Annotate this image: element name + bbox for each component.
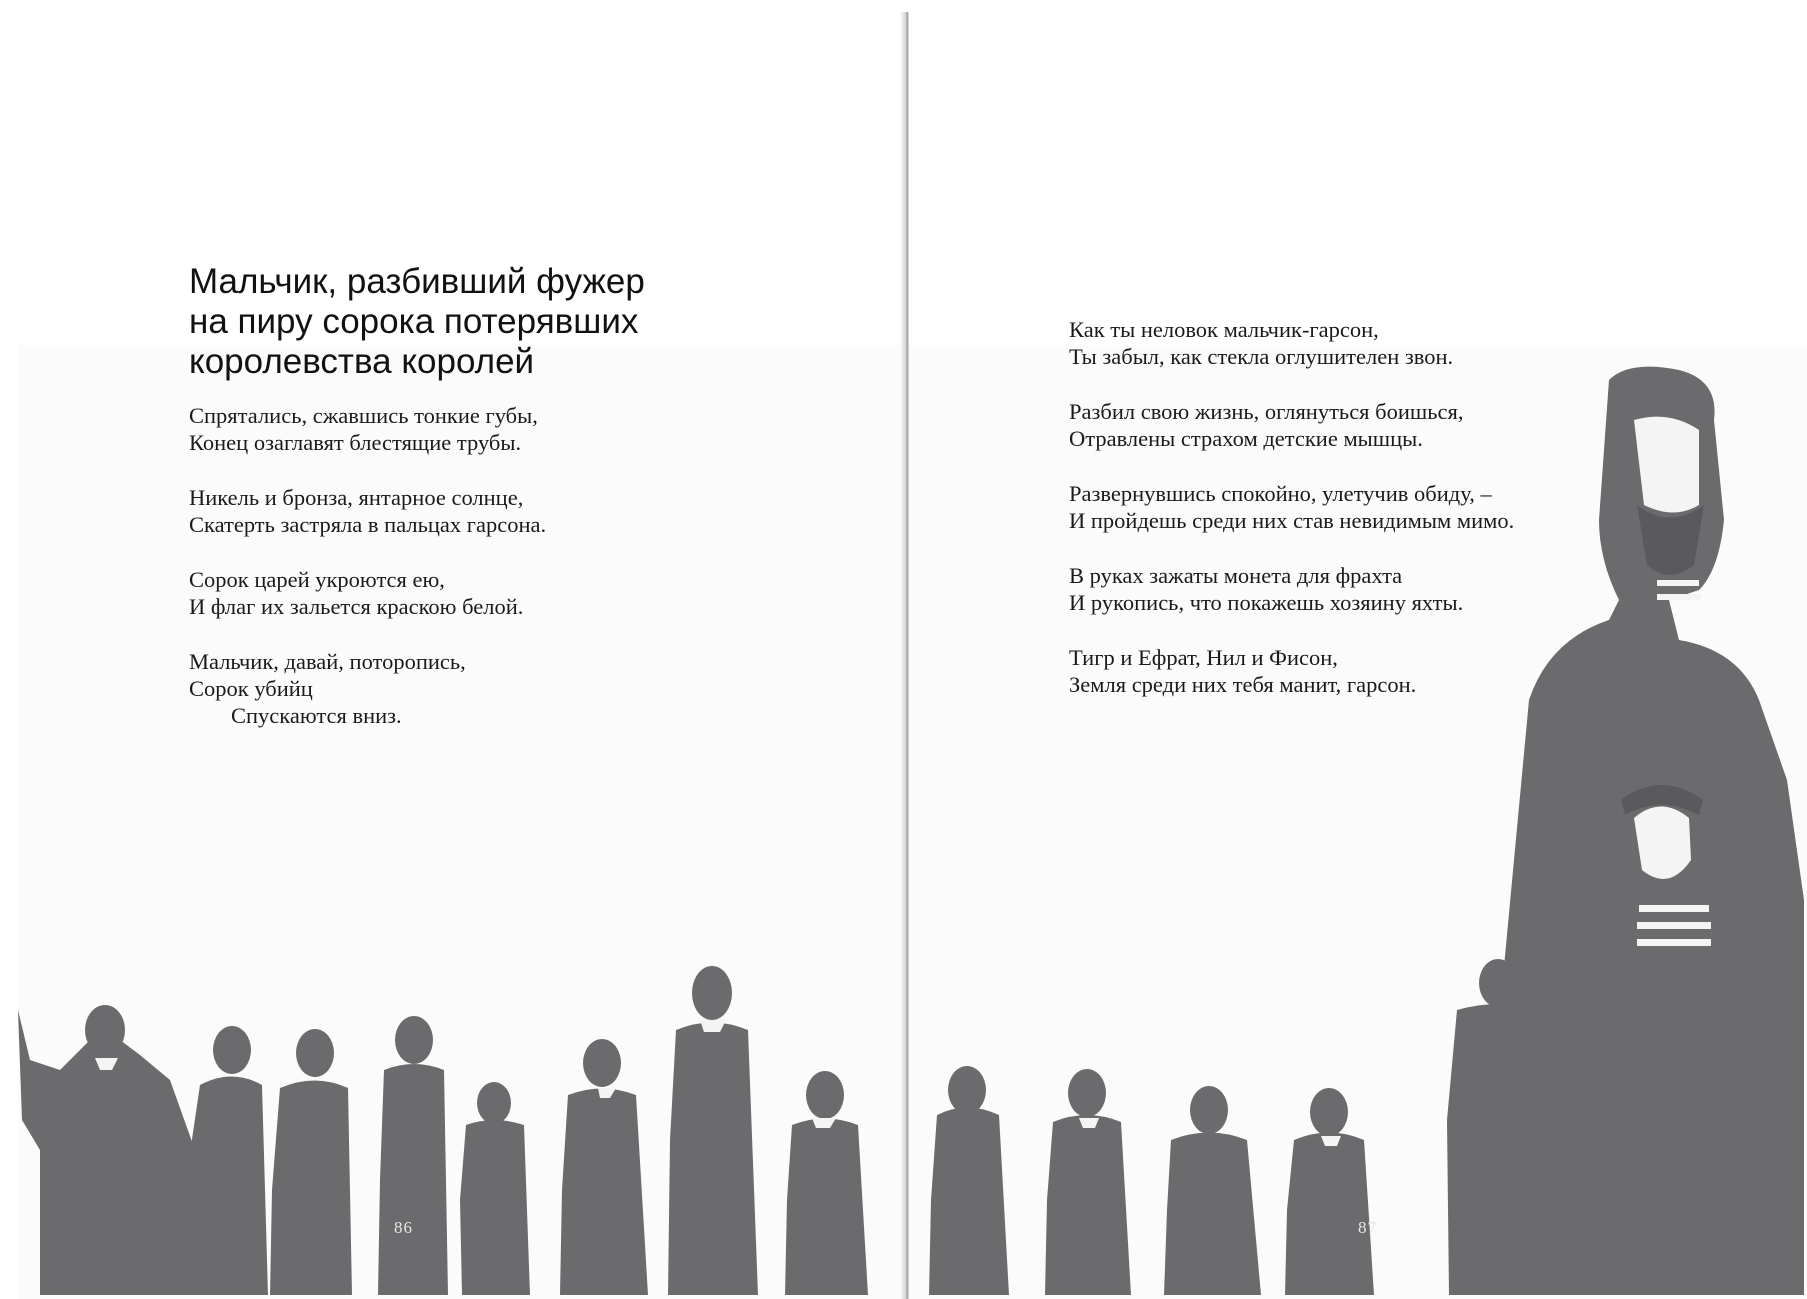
figure-head	[583, 1039, 621, 1087]
verse-line: Конец озаглавят блестящие трубы.	[189, 430, 522, 455]
verse-line: Никель и бронза, янтарное солнце,	[189, 485, 524, 510]
title-line: на пиру сорока потерявших	[189, 302, 639, 341]
stanza	[1069, 644, 1416, 698]
stanza	[189, 484, 546, 538]
figure-silhouette	[460, 1120, 530, 1295]
silhouette-figures-left	[18, 966, 868, 1295]
stanza	[1069, 316, 1453, 370]
verse-line: И флаг их зальется краскою белой.	[189, 594, 524, 619]
figure-silhouette	[270, 1081, 352, 1296]
figure-silhouette	[378, 1064, 448, 1295]
stripe	[1639, 905, 1709, 912]
figure-head	[213, 1026, 251, 1074]
verse-line: Тигр и Ефрат, Нил и Фисон,	[1069, 645, 1338, 670]
poem-title	[189, 262, 749, 382]
boy-face	[1634, 807, 1691, 879]
figure-head	[806, 1071, 844, 1119]
verse-line: Развернувшись спокойно, улетучив обиду, –	[1069, 481, 1492, 506]
stanza	[1069, 480, 1514, 534]
figure-silhouette	[1285, 1133, 1374, 1296]
figure-head	[1068, 1069, 1106, 1117]
title-line: Мальчик, разбивший фужер	[189, 262, 645, 301]
verse-line: Разбил свою жизнь, оглянуться боишься,	[1069, 399, 1464, 424]
figure-head	[1190, 1086, 1228, 1134]
face-highlight	[1634, 417, 1699, 513]
figure-head	[395, 1016, 433, 1064]
verse-line: Земля среди них тебя манит, гарсон.	[1069, 672, 1417, 697]
figure-silhouette	[560, 1089, 648, 1296]
figure-silhouette	[1045, 1115, 1131, 1295]
stripe	[1637, 922, 1711, 929]
verse-line: Сорок царей укроются ею,	[189, 567, 445, 592]
figure-head	[948, 1066, 986, 1114]
figure-head	[477, 1082, 511, 1124]
verse-line: Ты забыл, как стекла оглушителен звон.	[1069, 344, 1454, 369]
stanza	[1069, 398, 1463, 452]
stanza	[189, 648, 466, 729]
figure-head	[1310, 1088, 1348, 1136]
verse-line: И рукопись, что покажешь хозяину яхты.	[1069, 590, 1464, 615]
title-line: королевства королей	[189, 342, 535, 381]
stripe	[1657, 580, 1699, 586]
stanza	[189, 402, 538, 456]
verse-line: Скатерть застряла в пальцах гарсона.	[189, 512, 547, 537]
figure-head	[296, 1029, 334, 1077]
figure-silhouette	[186, 1077, 268, 1296]
verse-line: Спускаются вниз.	[231, 703, 402, 728]
figure-silhouette	[668, 1023, 758, 1296]
figure-head	[85, 1005, 125, 1055]
figure-silhouette	[785, 1119, 868, 1296]
verse-line: Сорок убийц	[189, 676, 313, 701]
verse-line: Отравлены страхом детские мышцы.	[1069, 426, 1423, 451]
figure-silhouette	[929, 1108, 1009, 1296]
figure-head	[692, 966, 732, 1020]
verse-line: И пройдешь среди них став невидимым мимо.	[1069, 508, 1515, 533]
stanza	[1069, 562, 1463, 616]
stripe	[1637, 939, 1711, 946]
stripe	[1657, 594, 1701, 600]
verse-line: Как ты неловок мальчик-гарсон,	[1069, 317, 1379, 342]
verse-line: Спрятались, сжавшись тонкие губы,	[189, 403, 538, 428]
figure-silhouette	[1164, 1133, 1261, 1296]
verse-line: Мальчик, давай, поторопись,	[189, 649, 466, 674]
stanza	[189, 566, 523, 620]
right-page	[909, 0, 1807, 1299]
verse-line: В руках зажаты монета для фрахта	[1069, 563, 1403, 588]
page-number: 87	[1358, 1218, 1377, 1237]
page-number: 86	[394, 1218, 413, 1237]
